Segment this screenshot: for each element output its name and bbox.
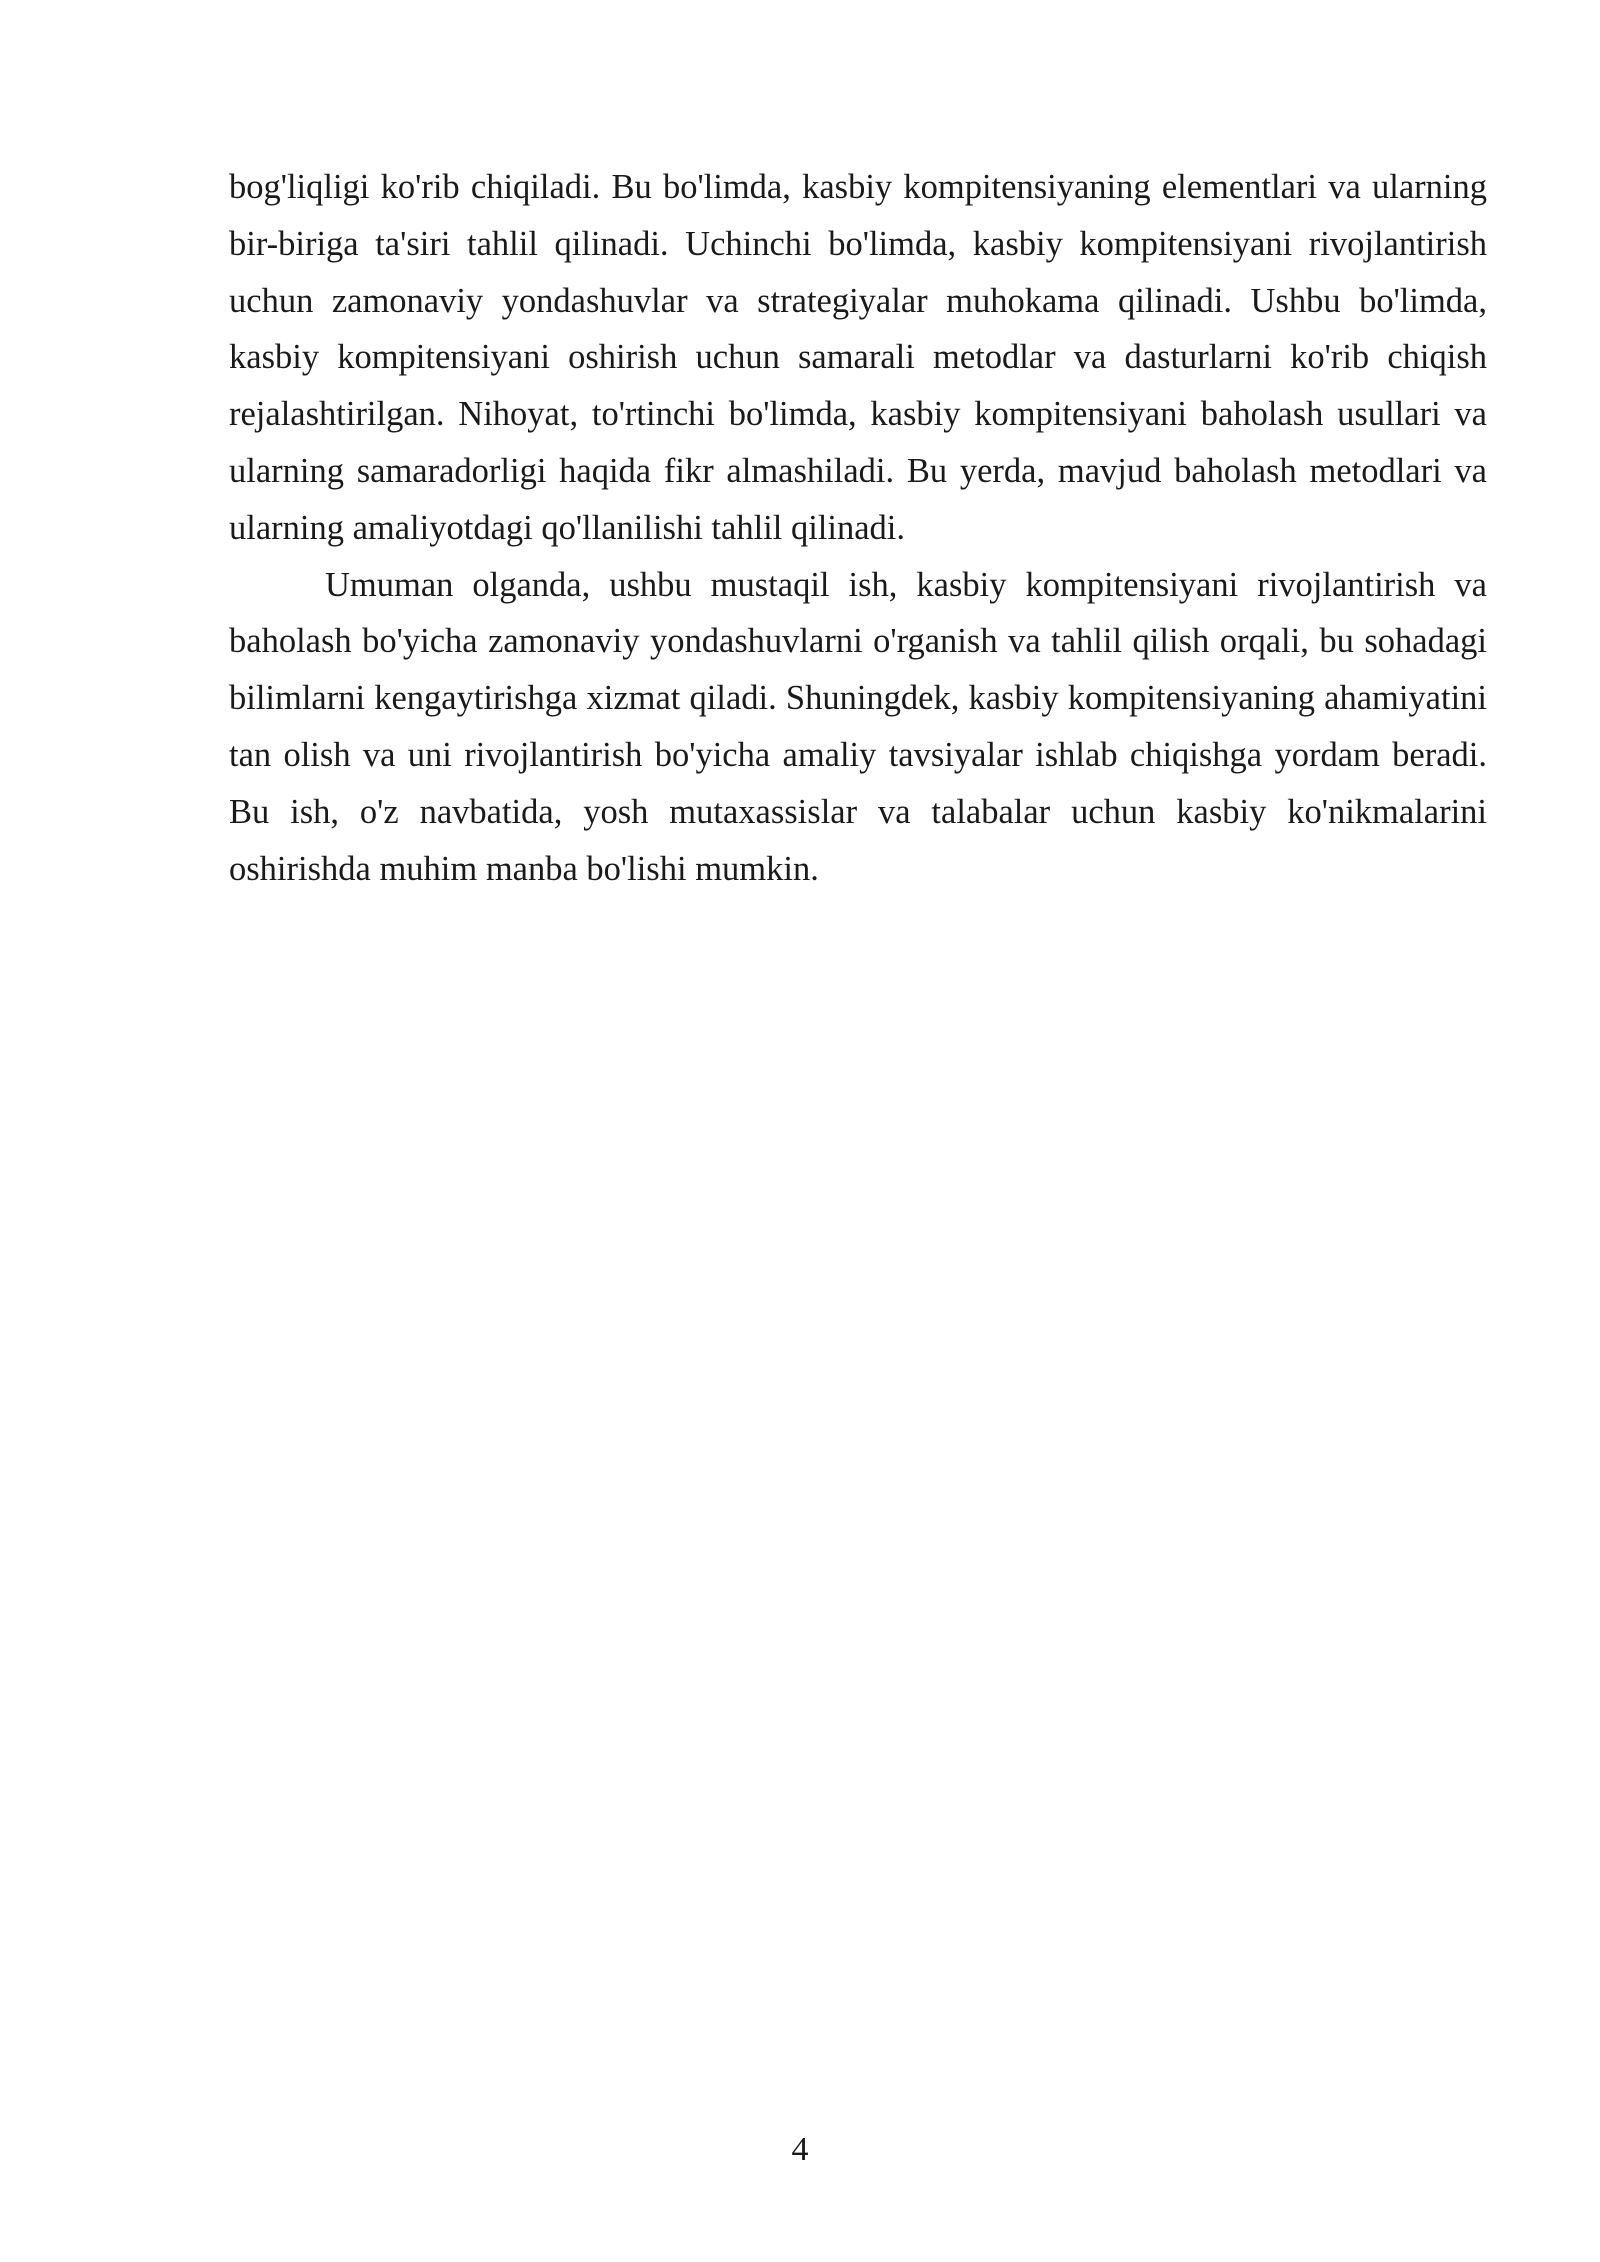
- paragraph-continued: bog'liqligi ko'rib chiqiladi. Bu bo'limda, kasbiy kompitensiyaning elementlari va ularning bir-biriga ta'siri tahlil qilinadi. Uchinchi bo'limda, kasbiy kompitensiyani rivojlantirish uchun zamonaviy yondashuvlar va strategiyalar muhokama qilinadi. Ushbu bo'limda, kasbiy kompitensiyani oshirish uchun samarali metodlar va dasturlarni ko'rib chiqish rejalashtirilgan. Nihoyat, to'rtinchi bo'limda, kasbiy kompitensiyani baholash usullari va ularning samaradorligi haqida fikr almashiladi. Bu yerda, mavjud baholash metodlari va ularning amaliyotdagi qo'llanilishi tahlil qilinadi.: [229, 168, 1487, 547]
- paragraph-conclusion: Umuman olganda, ushbu mustaqil ish, kasbiy kompitensiyani rivojlantirish va baholash bo'yicha zamonaviy yondashuvlarni o'rganish va tahlil qilish orqali, bu sohadagi bilimlarni kengaytirishga xizmat qiladi. Shuningdek, kasbiy kompitensiyaning ahamiyatini tan olish va uni rivojlantirish bo'yicha amaliy tavsiyalar ishlab chiqishga yordam beradi. Bu ish, o'z navbatida, yosh mutaxassislar va talabalar uchun kasbiy ko'nikmalarini oshirishda muhim manba bo'lishi mumkin.: [229, 565, 1487, 888]
- body-text: [229, 159, 1487, 897]
- page-number: 4: [791, 2131, 809, 2168]
